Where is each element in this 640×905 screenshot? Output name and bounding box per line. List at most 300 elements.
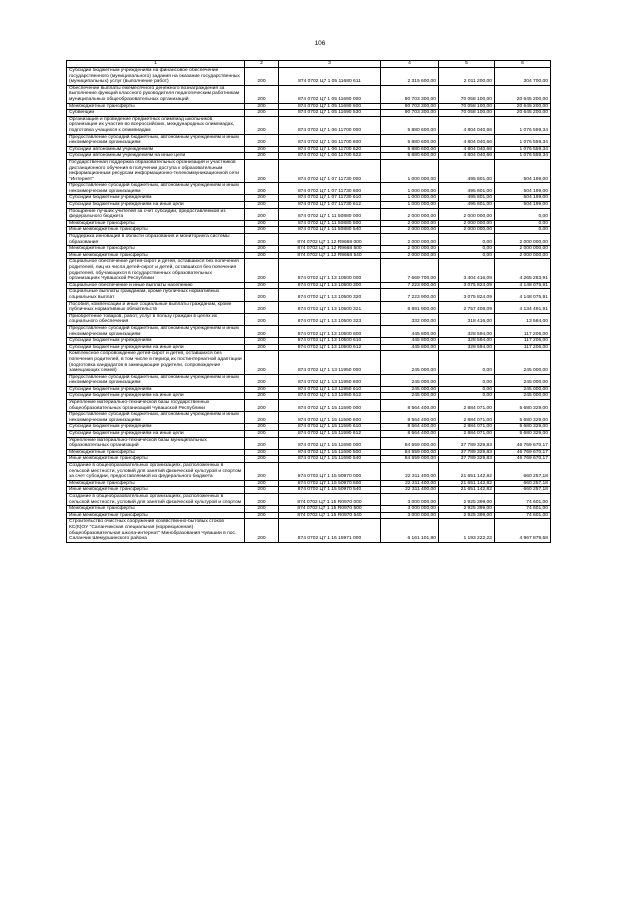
table-row: [67, 463, 551, 481]
row-remaining-cell: 4 148 075,91: [495, 282, 551, 289]
row-approved-cell: 84 559 000,00: [381, 456, 439, 463]
row-executed-cell: 4 804 040,66: [439, 134, 495, 146]
row-grbs-cell: 200: [245, 252, 279, 259]
row-approved-cell: 22 311 400,00: [381, 463, 439, 481]
row-remaining-cell: 0,00: [495, 220, 551, 227]
row-remaining-cell: 4 148 075,91: [495, 289, 551, 301]
row-remaining-cell: 20 645 200,00: [495, 85, 551, 103]
row-executed-cell: 21 651 142,82: [439, 463, 495, 481]
row-grbs-cell: 200: [245, 195, 279, 202]
row-code-cell: 874 0702 Ц7 1 13 10500 612: [279, 344, 381, 351]
row-name-cell: Межбюджетные трансферты: [67, 480, 245, 487]
row-remaining-cell: 5 680 329,00: [495, 400, 551, 412]
row-name-cell: Субсидии автономным учреждениям на иные цели: [67, 153, 245, 160]
row-remaining-cell: 504 199,00: [495, 183, 551, 195]
row-approved-cell: 1 000 000,00: [381, 195, 439, 202]
row-grbs-cell: 200: [245, 374, 279, 386]
row-executed-cell: 2 925 399,00: [439, 512, 495, 519]
row-grbs-cell: 200: [245, 412, 279, 424]
row-remaining-cell: 5 680 329,00: [495, 424, 551, 431]
row-executed-cell: 21 651 142,82: [439, 487, 495, 494]
row-code-cell: 874 0702 Ц7 1 13 10500 610: [279, 338, 381, 345]
row-code-cell: 874 0702 Ц7 1 13 10500 321: [279, 301, 381, 313]
table-row: [67, 159, 551, 182]
row-code-cell: 874 0702 Ц7 1 13 10500 320: [279, 289, 381, 301]
table-header-row: [67, 61, 551, 68]
row-approved-cell: 245 000,00: [381, 386, 439, 393]
row-name-cell: Иные межбюджетные трансферты: [67, 456, 245, 463]
table-row: [67, 325, 551, 337]
header-cell: 4: [381, 61, 439, 68]
row-approved-cell: 2 315 600,00: [381, 68, 439, 86]
row-code-cell: 874 0702 Ц7 1 15 50970 500: [279, 480, 381, 487]
row-grbs-cell: 200: [245, 208, 279, 220]
table-row: [67, 252, 551, 259]
table-row: [67, 493, 551, 505]
table-row: [67, 220, 551, 227]
row-executed-cell: 495 801,00: [439, 202, 495, 209]
row-executed-cell: 2 884 071,00: [439, 412, 495, 424]
row-grbs-cell: 200: [245, 456, 279, 463]
row-remaining-cell: 660 257,18: [495, 487, 551, 494]
row-grbs-cell: 200: [245, 153, 279, 160]
row-code-cell: 874 0702 Ц7 1 07 11730 600: [279, 183, 381, 195]
row-name-cell: Межбюджетные трансферты: [67, 506, 245, 513]
row-remaining-cell: 504 199,00: [495, 159, 551, 182]
row-name-cell: Межбюджетные трансферты: [67, 246, 245, 253]
row-name-cell: Иные межбюджетные трансферты: [67, 512, 245, 519]
row-approved-cell: 2 000 000,00: [381, 246, 439, 253]
row-executed-cell: 2 884 071,00: [439, 424, 495, 431]
row-approved-cell: 332 000,00: [381, 313, 439, 325]
row-name-cell: Создание в общеобразовательных организациях, расположенных в сельской местности, условий для занятий физической культурой и спортом: [67, 493, 245, 505]
row-code-cell: 874 0702 Ц7 1 07 11730 612: [279, 202, 381, 209]
row-remaining-cell: 2 000 000,00: [495, 246, 551, 253]
row-name-cell: Пособия, компенсации и иные социальные выплаты гражданам, кроме публичных нормативных обязательств: [67, 301, 245, 313]
row-grbs-cell: 200: [245, 480, 279, 487]
table-row: [67, 116, 551, 134]
row-grbs-cell: 200: [245, 463, 279, 481]
row-grbs-cell: 200: [245, 493, 279, 505]
table-row: [67, 386, 551, 393]
table-row: [67, 512, 551, 519]
row-approved-cell: 8 564 400,00: [381, 431, 439, 438]
row-approved-cell: 7 669 700,00: [381, 259, 439, 282]
row-code-cell: 874 0702 Ц7 1 07 11730 610: [279, 195, 381, 202]
header-cell: 1: [67, 61, 245, 68]
row-approved-cell: 5 880 600,00: [381, 153, 439, 160]
table-row: [67, 195, 551, 202]
row-code-cell: 874 0702 Ц7 1 11 50880 540: [279, 227, 381, 234]
row-grbs-cell: 200: [245, 259, 279, 282]
row-approved-cell: 6 161 101,80: [381, 519, 439, 542]
table-row: [67, 246, 551, 253]
table-row: [67, 208, 551, 220]
row-executed-cell: 0,00: [439, 234, 495, 246]
table-row: [67, 183, 551, 195]
row-grbs-cell: 200: [245, 301, 279, 313]
row-name-cell: Поощрение лучших учителей за счет субсидии, предоставляемой из федерального бюджета: [67, 208, 245, 220]
row-grbs-cell: 200: [245, 227, 279, 234]
row-remaining-cell: 245 000,00: [495, 393, 551, 400]
row-approved-cell: 2 000 000,00: [381, 252, 439, 259]
row-grbs-cell: 200: [245, 110, 279, 117]
row-approved-cell: 2 000 000,00: [381, 220, 439, 227]
row-name-cell: Субсидии бюджетным учреждениям на иные цели: [67, 431, 245, 438]
row-code-cell: 874 0702 Ц7 1 15 R0970 540: [279, 512, 381, 519]
row-name-cell: Субсидии бюджетным учреждениям на финансовое обеспечение государственного (муниципального) задания на оказание государственных (муниципальных) услуг (выполнение работ): [67, 68, 245, 86]
row-approved-cell: 1 000 000,00: [381, 202, 439, 209]
table-row: [67, 313, 551, 325]
row-remaining-cell: 2 000 000,00: [495, 252, 551, 259]
table-row: [67, 146, 551, 153]
row-remaining-cell: 504 199,00: [495, 195, 551, 202]
row-name-cell: Межбюджетные трансферты: [67, 449, 245, 456]
row-code-cell: 874 0702 Ц7 1 15 R0970 000: [279, 493, 381, 505]
row-grbs-cell: 200: [245, 220, 279, 227]
row-executed-cell: 0,00: [439, 246, 495, 253]
row-remaining-cell: 46 769 670,17: [495, 456, 551, 463]
row-executed-cell: 328 594,00: [439, 344, 495, 351]
row-approved-cell: 445 800,00: [381, 344, 439, 351]
row-code-cell: 874 0702 Ц7 1 13 10500 323: [279, 313, 381, 325]
row-name-cell: Субсидии бюджетным учреждениям на иные цели: [67, 393, 245, 400]
row-remaining-cell: 46 769 670,17: [495, 449, 551, 456]
table-row: [67, 68, 551, 86]
row-grbs-cell: 200: [245, 424, 279, 431]
row-code-cell: 874 0702 Ц7 1 13 11950 612: [279, 393, 381, 400]
table-row: [67, 487, 551, 494]
row-remaining-cell: 660 257,18: [495, 463, 551, 481]
row-approved-cell: 8 564 400,00: [381, 400, 439, 412]
row-name-cell: Предоставление субсидий бюджетным, автономным учреждениям и иным некоммерческим организациям: [67, 183, 245, 195]
row-name-cell: Субсидии бюджетным учреждениям на иные цели: [67, 202, 245, 209]
row-remaining-cell: 245 000,00: [495, 351, 551, 374]
table-row: [67, 344, 551, 351]
row-approved-cell: 84 559 000,00: [381, 449, 439, 456]
row-grbs-cell: 200: [245, 289, 279, 301]
row-code-cell: 874 0702 Ц7 1 13 11950 000: [279, 351, 381, 374]
table-row: [67, 519, 551, 542]
row-grbs-cell: 200: [245, 519, 279, 542]
row-grbs-cell: 200: [245, 338, 279, 345]
row-code-cell: 874 0702 Ц7 1 06 11700 622: [279, 153, 381, 160]
table-row: [67, 103, 551, 110]
table-row: [67, 134, 551, 146]
table-row: [67, 85, 551, 103]
row-name-cell: Субсидии бюджетным учреждениям: [67, 338, 245, 345]
row-name-cell: Межбюджетные трансферты: [67, 103, 245, 110]
row-executed-cell: 3 075 824,09: [439, 282, 495, 289]
table-row: [67, 227, 551, 234]
row-name-cell: Иные межбюджетные трансферты: [67, 227, 245, 234]
row-grbs-cell: 200: [245, 183, 279, 195]
row-code-cell: 874 0702 Ц7 1 15 50970 000: [279, 463, 381, 481]
row-executed-cell: 0,00: [439, 386, 495, 393]
header-cell: 2: [245, 61, 279, 68]
row-name-cell: Организация и проведение предметных олимпиад школьников, организация их участия во всероссийских, международных олимпиадах, подготовка учащихся к олимпиадам: [67, 116, 245, 134]
table-row: [67, 110, 551, 117]
row-name-cell: Предоставление субсидий бюджетным, автономным учреждениям и иным некоммерческим организациям: [67, 325, 245, 337]
row-code-cell: 874 0702 Ц7 1 07 11730 000: [279, 159, 381, 182]
row-grbs-cell: 200: [245, 400, 279, 412]
header-cell: 6: [495, 61, 551, 68]
row-grbs-cell: 200: [245, 344, 279, 351]
row-grbs-cell: 200: [245, 393, 279, 400]
row-grbs-cell: 200: [245, 386, 279, 393]
row-code-cell: 874 0702 Ц7 1 15 11690 500: [279, 449, 381, 456]
row-remaining-cell: 5 680 329,00: [495, 412, 551, 424]
header-cell: 5: [439, 61, 495, 68]
table-row: [67, 259, 551, 282]
row-name-cell: Иные межбюджетные трансферты: [67, 487, 245, 494]
row-code-cell: 874 0702 Ц7 1 15 11590 000: [279, 400, 381, 412]
row-grbs-cell: 200: [245, 134, 279, 146]
row-executed-cell: 328 594,00: [439, 325, 495, 337]
row-code-cell: 874 0702 Ц7 1 06 11700 620: [279, 146, 381, 153]
row-executed-cell: 0,00: [439, 374, 495, 386]
table-row: [67, 301, 551, 313]
row-approved-cell: 245 000,00: [381, 374, 439, 386]
row-executed-cell: 37 789 329,83: [439, 456, 495, 463]
row-code-cell: 874 0702 Ц7 1 13 10500 300: [279, 282, 381, 289]
row-code-cell: 874 0702 Ц7 1 13 10500 000: [279, 259, 381, 282]
row-grbs-cell: 200: [245, 116, 279, 134]
row-remaining-cell: 0,00: [495, 208, 551, 220]
row-name-cell: Социальные выплаты гражданам, кроме публичных нормативных социальных выплат: [67, 289, 245, 301]
row-approved-cell: 2 000 000,00: [381, 234, 439, 246]
row-approved-cell: 84 559 000,00: [381, 437, 439, 449]
row-name-cell: Строительство очистных сооружений хозяйственно-бытовых стоков КС(К)ОУ "Саланчикская специальная (коррекционная) общеобразовательная школа-интернат" Минобразования Чувашии в пос. Саланчик Шемуршинского района: [67, 519, 245, 542]
row-executed-cell: 2 000 000,00: [439, 227, 495, 234]
row-executed-cell: 4 804 040,66: [439, 153, 495, 160]
row-remaining-cell: 117 206,00: [495, 338, 551, 345]
table-row: [67, 456, 551, 463]
row-executed-cell: 2 011 200,00: [439, 68, 495, 86]
row-code-cell: 874 0702 Ц7 1 12 R9668 540: [279, 252, 381, 259]
row-remaining-cell: 4 265 283,91: [495, 259, 551, 282]
row-approved-cell: 5 880 600,00: [381, 116, 439, 134]
row-approved-cell: 5 880 600,00: [381, 146, 439, 153]
table-row: [67, 449, 551, 456]
row-approved-cell: 90 703 300,00: [381, 85, 439, 103]
row-executed-cell: 328 594,00: [439, 338, 495, 345]
row-name-cell: Предоставление субсидий бюджетным, автономным учреждениям и иным некоммерческим организациям: [67, 412, 245, 424]
row-executed-cell: 2 000 000,00: [439, 220, 495, 227]
row-approved-cell: 3 000 000,00: [381, 512, 439, 519]
row-code-cell: 874 0702 Ц7 1 13 11950 610: [279, 386, 381, 393]
row-approved-cell: 5 880 600,00: [381, 134, 439, 146]
row-code-cell: 874 0702 Ц7 1 11 50880 500: [279, 220, 381, 227]
row-grbs-cell: 200: [245, 202, 279, 209]
row-approved-cell: 245 000,00: [381, 351, 439, 374]
row-approved-cell: 245 000,00: [381, 393, 439, 400]
row-approved-cell: 22 311 400,00: [381, 480, 439, 487]
row-remaining-cell: 20 645 200,00: [495, 103, 551, 110]
row-grbs-cell: 200: [245, 234, 279, 246]
row-grbs-cell: 200: [245, 85, 279, 103]
row-code-cell: 874 0702 Ц7 1 15 11690 000: [279, 437, 381, 449]
row-remaining-cell: 304 700,00: [495, 68, 551, 86]
row-code-cell: 874 0702 Ц7 1 15 R0970 500: [279, 506, 381, 513]
row-executed-cell: 0,00: [439, 393, 495, 400]
row-name-cell: Поддержка инноваций в области образования и мониторинга системы образования: [67, 234, 245, 246]
row-approved-cell: 3 000 000,00: [381, 493, 439, 505]
row-name-cell: Обеспечение выплаты ежемесячного денежного вознаграждения за выполнение функций классного руководителя педагогическим работникам муниципальных общеобразовательных организаций: [67, 85, 245, 103]
row-remaining-cell: 245 000,00: [495, 386, 551, 393]
row-name-cell: Укрепление материально-технической базы государственных общеобразовательных организаций Чувашской Республики: [67, 400, 245, 412]
row-executed-cell: 0,00: [439, 351, 495, 374]
row-approved-cell: 8 564 400,00: [381, 424, 439, 431]
row-code-cell: 874 0702 Ц7 1 06 11700 600: [279, 134, 381, 146]
row-name-cell: Субсидии бюджетным учреждениям на иные цели: [67, 344, 245, 351]
row-remaining-cell: 5 680 329,00: [495, 431, 551, 438]
row-name-cell: Субсидии бюджетным учреждениям: [67, 386, 245, 393]
row-code-cell: 874 0702 Ц7 1 12 R9668 000: [279, 234, 381, 246]
row-name-cell: Укрепление материально-технической базы муниципальных образовательных организаций: [67, 437, 245, 449]
table-row: [67, 480, 551, 487]
row-code-cell: 874 0702 Ц7 1 06 11700 000: [279, 116, 381, 134]
row-approved-cell: 445 800,00: [381, 325, 439, 337]
row-executed-cell: 318 416,00: [439, 313, 495, 325]
row-remaining-cell: 1 076 559,34: [495, 146, 551, 153]
row-executed-cell: 2 884 071,00: [439, 431, 495, 438]
row-code-cell: 874 0702 Ц7 1 15 11590 612: [279, 431, 381, 438]
row-executed-cell: 4 804 040,66: [439, 146, 495, 153]
row-grbs-cell: 200: [245, 487, 279, 494]
table-row: [67, 400, 551, 412]
row-grbs-cell: 200: [245, 512, 279, 519]
table-row: [67, 351, 551, 374]
row-executed-cell: 2 757 408,09: [439, 301, 495, 313]
row-code-cell: 874 0702 Ц7 1 05 11680 611: [279, 68, 381, 86]
row-remaining-cell: 4 134 491,91: [495, 301, 551, 313]
table-row: [67, 234, 551, 246]
row-grbs-cell: 200: [245, 68, 279, 86]
row-code-cell: 874 0702 Ц7 1 15 11590 600: [279, 412, 381, 424]
row-code-cell: 874 0702 Ц7 1 12 R9668 500: [279, 246, 381, 253]
row-executed-cell: 495 801,00: [439, 159, 495, 182]
row-grbs-cell: 200: [245, 437, 279, 449]
row-remaining-cell: 660 257,18: [495, 480, 551, 487]
row-executed-cell: 37 789 329,83: [439, 449, 495, 456]
header-cell: 3: [279, 61, 381, 68]
row-approved-cell: 7 223 900,00: [381, 289, 439, 301]
row-grbs-cell: 200: [245, 282, 279, 289]
row-remaining-cell: 74 601,00: [495, 512, 551, 519]
row-remaining-cell: 1 076 559,34: [495, 134, 551, 146]
row-executed-cell: 0,00: [439, 252, 495, 259]
table-row: [67, 424, 551, 431]
row-code-cell: 874 0702 Ц7 1 16 15971 000: [279, 519, 381, 542]
row-name-cell: Социальное обеспечение детей-сирот и детей, оставшихся без попечения родителей, лиц из числа детей-сирот и детей, оставшихся без попечения родителей, обучающихся в государственных образовательных организациях Чувашской Республики: [67, 259, 245, 282]
row-approved-cell: 445 800,00: [381, 338, 439, 345]
table-row: [67, 506, 551, 513]
row-name-cell: Межбюджетные трансферты: [67, 220, 245, 227]
table-row: [67, 412, 551, 424]
row-name-cell: Субсидии бюджетным учреждениям: [67, 195, 245, 202]
row-code-cell: 874 0702 Ц7 1 15 50970 540: [279, 487, 381, 494]
row-grbs-cell: 200: [245, 159, 279, 182]
row-grbs-cell: 200: [245, 146, 279, 153]
row-remaining-cell: 117 206,00: [495, 344, 551, 351]
row-code-cell: 874 0702 Ц7 1 13 11950 600: [279, 374, 381, 386]
row-grbs-cell: 200: [245, 351, 279, 374]
row-code-cell: 874 0702 Ц7 1 13 10500 600: [279, 325, 381, 337]
row-remaining-cell: 1 076 559,34: [495, 153, 551, 160]
row-approved-cell: 90 703 300,00: [381, 103, 439, 110]
row-executed-cell: 4 804 040,66: [439, 116, 495, 134]
row-remaining-cell: 46 769 670,17: [495, 437, 551, 449]
row-name-cell: Субсидии бюджетным учреждениям: [67, 424, 245, 431]
row-name-cell: Создание в общеобразовательных организациях, расположенных в сельской местности, условий для занятий физической культурой и спортом за счет субсидии, предоставляемой из федерального бюджета: [67, 463, 245, 481]
table-row: [67, 153, 551, 160]
row-remaining-cell: 13 584,00: [495, 313, 551, 325]
row-approved-cell: 7 223 900,00: [381, 282, 439, 289]
row-code-cell: 874 0702 Ц7 1 05 11690 000: [279, 85, 381, 103]
row-executed-cell: 70 058 100,00: [439, 85, 495, 103]
table-row: [67, 431, 551, 438]
row-grbs-cell: 200: [245, 506, 279, 513]
row-code-cell: 874 0702 Ц7 1 15 11690 540: [279, 456, 381, 463]
row-name-cell: Предоставление субсидий бюджетным, автономным учреждениям и иным некоммерческим организациям: [67, 134, 245, 146]
row-approved-cell: 3 000 000,00: [381, 506, 439, 513]
row-grbs-cell: 200: [245, 431, 279, 438]
row-executed-cell: 495 801,00: [439, 183, 495, 195]
row-executed-cell: 70 058 100,00: [439, 103, 495, 110]
row-remaining-cell: 0,00: [495, 227, 551, 234]
row-code-cell: 874 0702 Ц7 1 15 11590 610: [279, 424, 381, 431]
row-approved-cell: 8 564 400,00: [381, 412, 439, 424]
row-approved-cell: 6 891 900,00: [381, 301, 439, 313]
row-executed-cell: 37 789 329,83: [439, 437, 495, 449]
row-grbs-cell: 200: [245, 313, 279, 325]
row-executed-cell: 70 058 100,00: [439, 110, 495, 117]
table-row: [67, 282, 551, 289]
row-code-cell: 874 0702 Ц7 1 05 11690 500: [279, 103, 381, 110]
row-executed-cell: 3 075 824,09: [439, 289, 495, 301]
table-row: [67, 202, 551, 209]
row-name-cell: Комплексное сопровождение детей-сирот и детей, оставшихся без попечения родителей, в том числе в период их постинтернатной адаптации (подготовка кандидатов в замещающие родители, сопровождение замещающих семей): [67, 351, 245, 374]
row-approved-cell: 1 000 000,00: [381, 183, 439, 195]
table-row: [67, 393, 551, 400]
row-approved-cell: 22 311 400,00: [381, 487, 439, 494]
row-executed-cell: 1 193 222,22: [439, 519, 495, 542]
row-remaining-cell: 2 000 000,00: [495, 234, 551, 246]
row-name-cell: Иные межбюджетные трансферты: [67, 252, 245, 259]
row-code-cell: 874 0702 Ц7 1 11 50880 000: [279, 208, 381, 220]
row-remaining-cell: 20 645 200,00: [495, 110, 551, 117]
row-approved-cell: 1 000 000,00: [381, 159, 439, 182]
table-row: [67, 437, 551, 449]
row-approved-cell: 2 000 000,00: [381, 227, 439, 234]
row-executed-cell: 3 404 416,09: [439, 259, 495, 282]
row-remaining-cell: 504 199,00: [495, 202, 551, 209]
row-executed-cell: 495 801,00: [439, 195, 495, 202]
row-code-cell: 874 0702 Ц7 1 05 11690 530: [279, 110, 381, 117]
budget-table: [66, 60, 551, 543]
row-remaining-cell: 4 967 879,58: [495, 519, 551, 542]
row-executed-cell: 2 925 399,00: [439, 506, 495, 513]
row-grbs-cell: 200: [245, 246, 279, 253]
row-executed-cell: 2 884 071,00: [439, 400, 495, 412]
row-grbs-cell: 200: [245, 325, 279, 337]
row-executed-cell: 2 925 399,00: [439, 493, 495, 505]
row-name-cell: Социальное обеспечение и иные выплаты населению: [67, 282, 245, 289]
row-remaining-cell: 117 206,00: [495, 325, 551, 337]
row-remaining-cell: 74 601,00: [495, 506, 551, 513]
row-remaining-cell: 74 601,00: [495, 493, 551, 505]
